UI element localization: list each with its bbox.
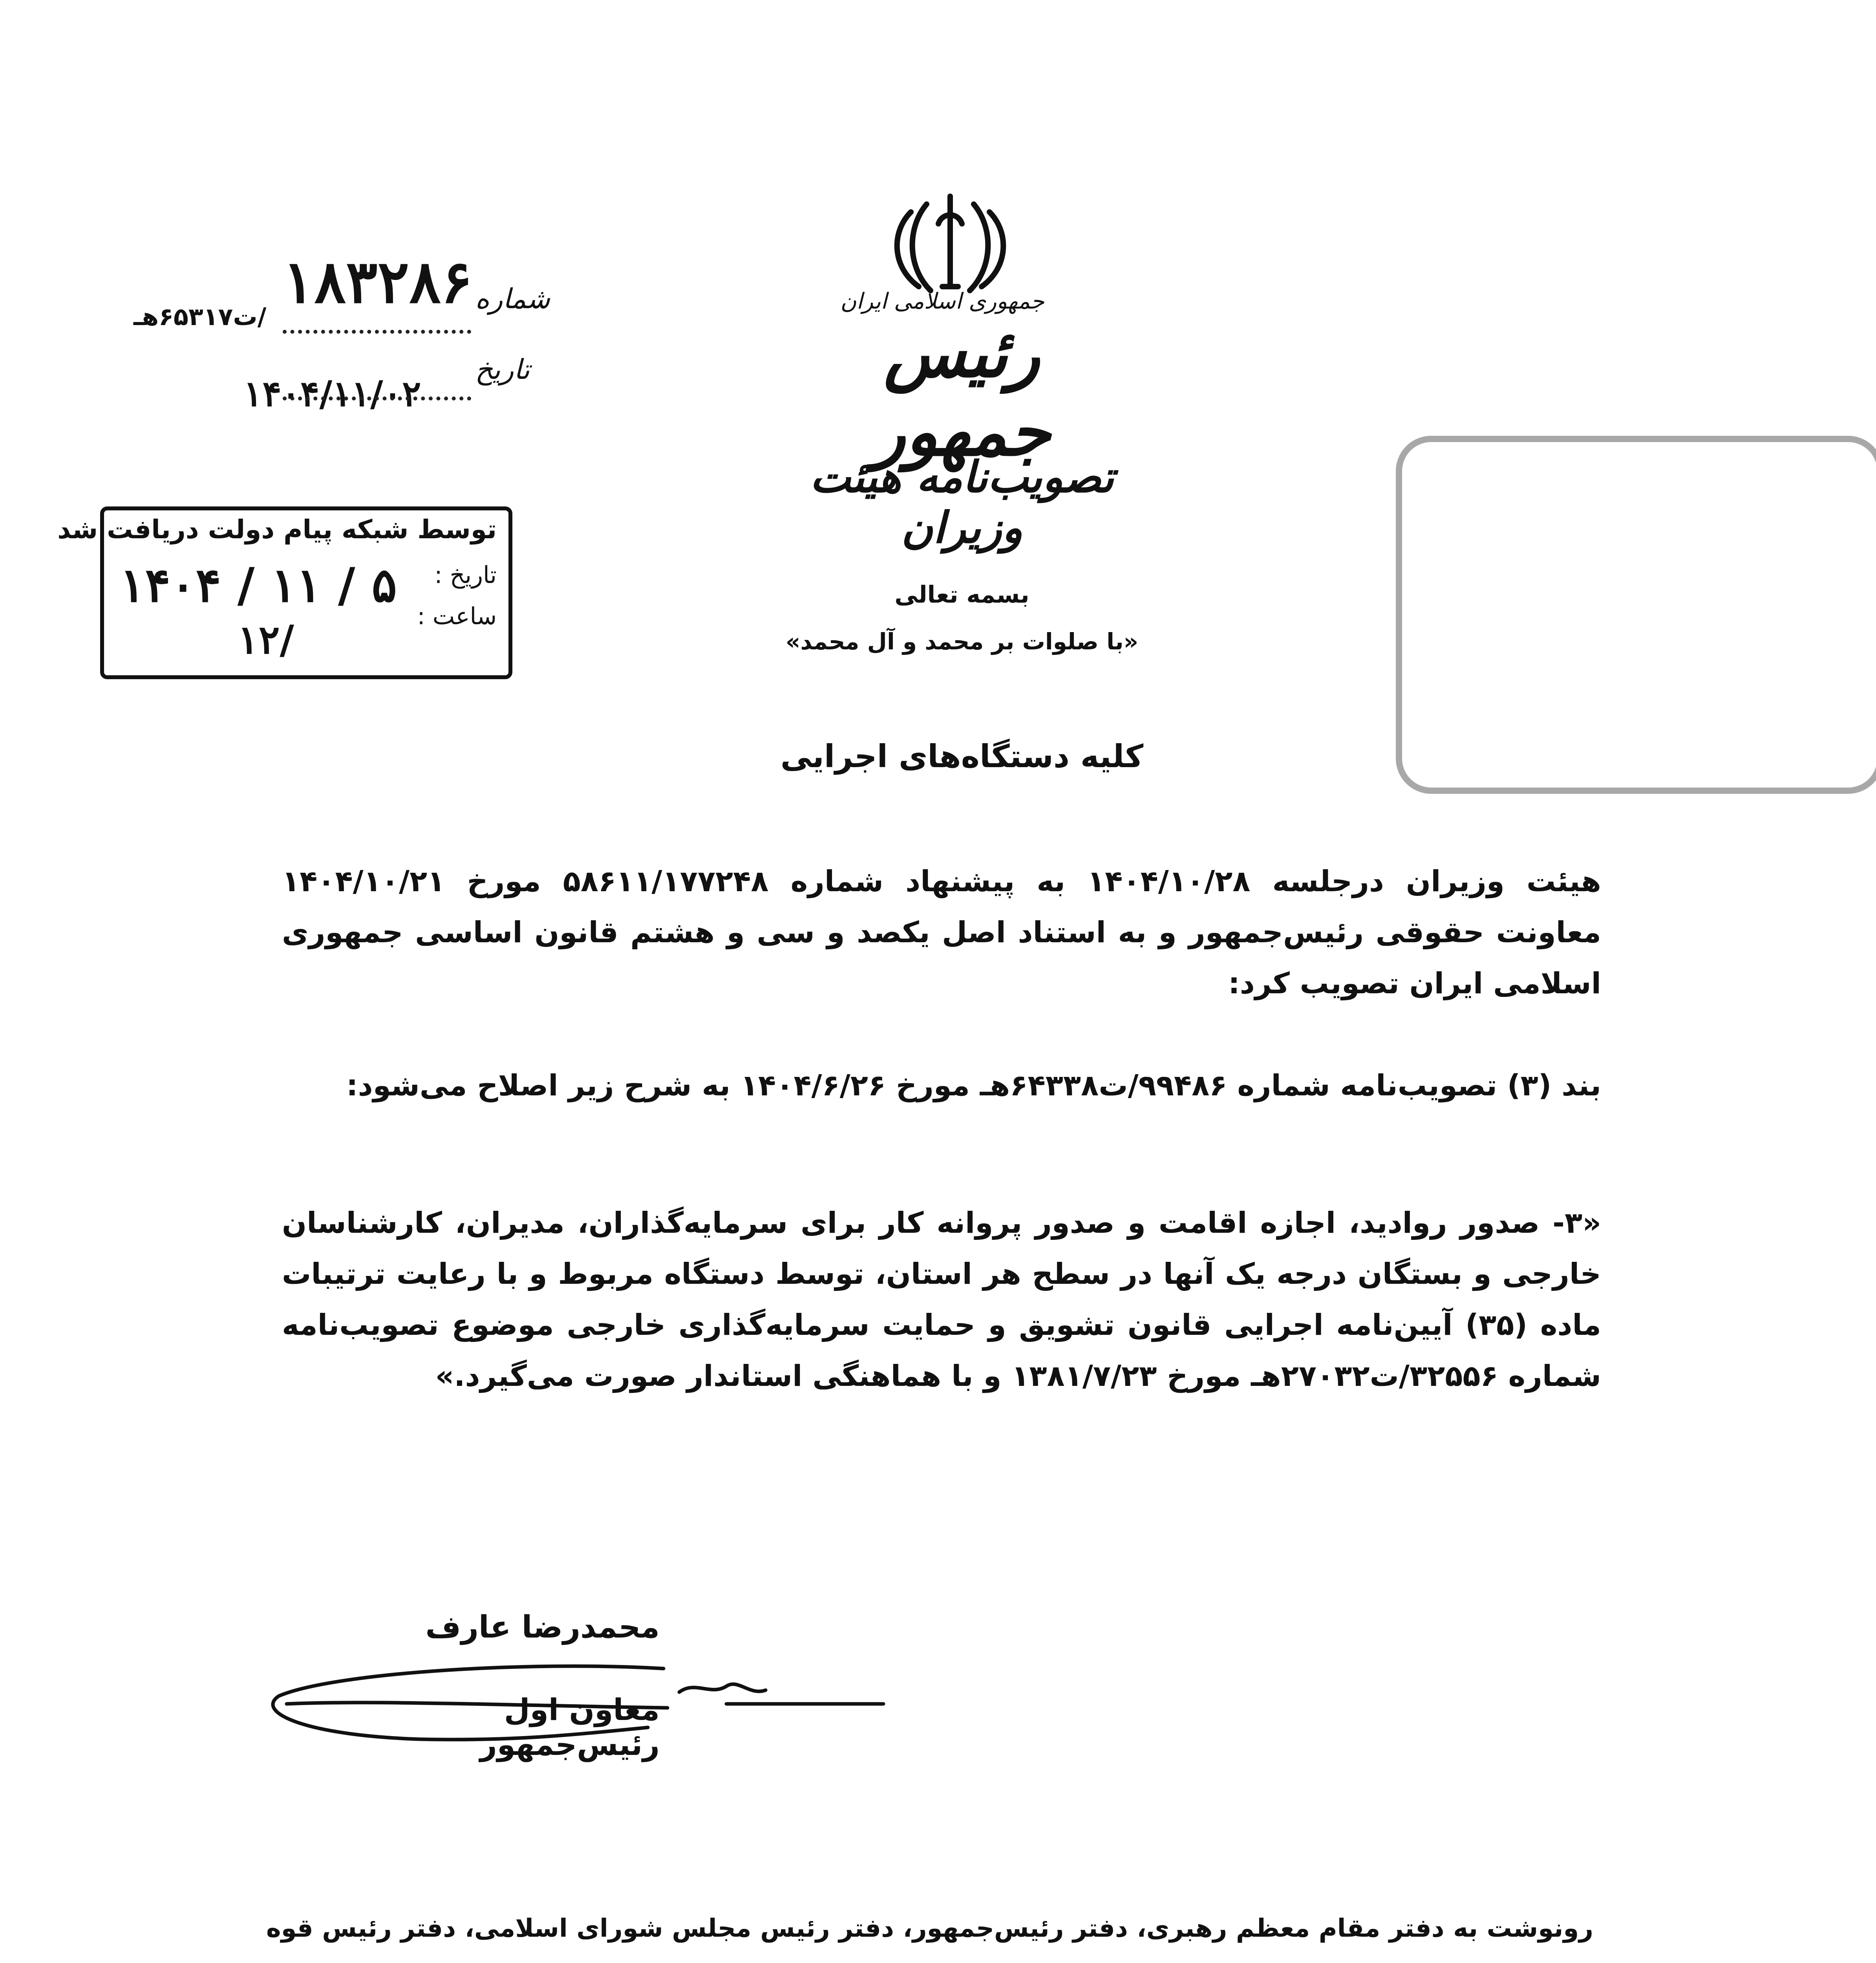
- stamp-date-value: ۱۴۰۴ / ۱۱ / ۵: [120, 557, 397, 613]
- date-label: تاریخ: [475, 353, 530, 386]
- number-handwritten: ۱۸۳۲۸۶: [283, 247, 473, 316]
- body-paragraph-3: «۳- صدور روادید، اجازه اقامت و صدور پروانه کار برای سرمایه‌گذاران، مدیران، کارشناسان خارجی و بستگان درجه یک آنها در سطح هر استان، توسط دستگاه مربوط و با رعایت ترتیبات ماده (۳۵) آیین‌نامه اجرایی قانون تشویق و حمایت سرمایه‌گذاری خارجی موضوع تصویب‌نامه شماره ۳۲۵۵۶/ت۲۷۰۳۲هـ مورخ ۱۳۸۱/۷/۲۳ و با هماهنگی استاندار صورت می‌گیرد.»: [282, 1206, 1601, 1393]
- empty-frame: [1396, 436, 1876, 794]
- signatory-title: معاون اول رئیس‌جمهور: [479, 1692, 660, 1762]
- body-paragraph-2: بند (۳) تصویب‌نامه شماره ۹۹۴۸۶/ت۶۴۳۳۸هـ مورخ ۱۴۰۴/۶/۲۶ به شرح زیر اصلاح می‌شود:: [346, 1069, 1601, 1102]
- recipient-heading: کلیه دستگاه‌های اجرایی: [780, 738, 1144, 775]
- stamp-date-label: تاریخ :: [434, 561, 497, 589]
- date-value: ۱۴۰۴/۱۱/۰۲: [243, 373, 421, 415]
- office-title: رئیس جمهور: [873, 314, 1051, 471]
- stamp-time-value: ۱۲/: [238, 616, 294, 663]
- number-printed: /ت۶۵۳۱۷هـ: [133, 302, 267, 331]
- bismillah: بسمه تعالی: [894, 581, 1029, 609]
- country-name: جمهوری اسلامی ایران: [840, 289, 1044, 314]
- signatory-name: محمدرضا عارف: [425, 1610, 660, 1645]
- cc-list: رونوشت به دفتر مقام معظم رهبری، دفتر رئیس‌جمهور، دفتر رئیس مجلس شورای اسلامی، دفتر رئیس قوه: [266, 1914, 1593, 1943]
- number-label: شماره: [475, 283, 550, 315]
- salawat-line: «با صلوات بر محمد و آل محمد»: [785, 628, 1139, 655]
- received-stamp: [57, 506, 512, 679]
- stamp-time-label: ساعت :: [417, 603, 497, 630]
- body-paragraph-1: هیئت وزیران درجلسه ۱۴۰۴/۱۰/۲۸ به پیشنهاد شماره ۵۸۶۱۱/۱۷۷۲۴۸ مورخ ۱۴۰۴/۱۰/۲۱ معاونت حقوقی رئیس‌جمهور و به استناد اصل یکصد و سی و هشتم قانون اساسی جمهوری اسلامی ایران تصویب کرد:: [282, 865, 1601, 1000]
- document-type: تصویب‌نامه هیئت وزیران: [810, 451, 1114, 553]
- date-dotted-line: [283, 397, 471, 400]
- stamp-heading: توسط شبکه پیام دولت دریافت شد: [57, 514, 497, 545]
- number-dotted-line: [283, 330, 471, 334]
